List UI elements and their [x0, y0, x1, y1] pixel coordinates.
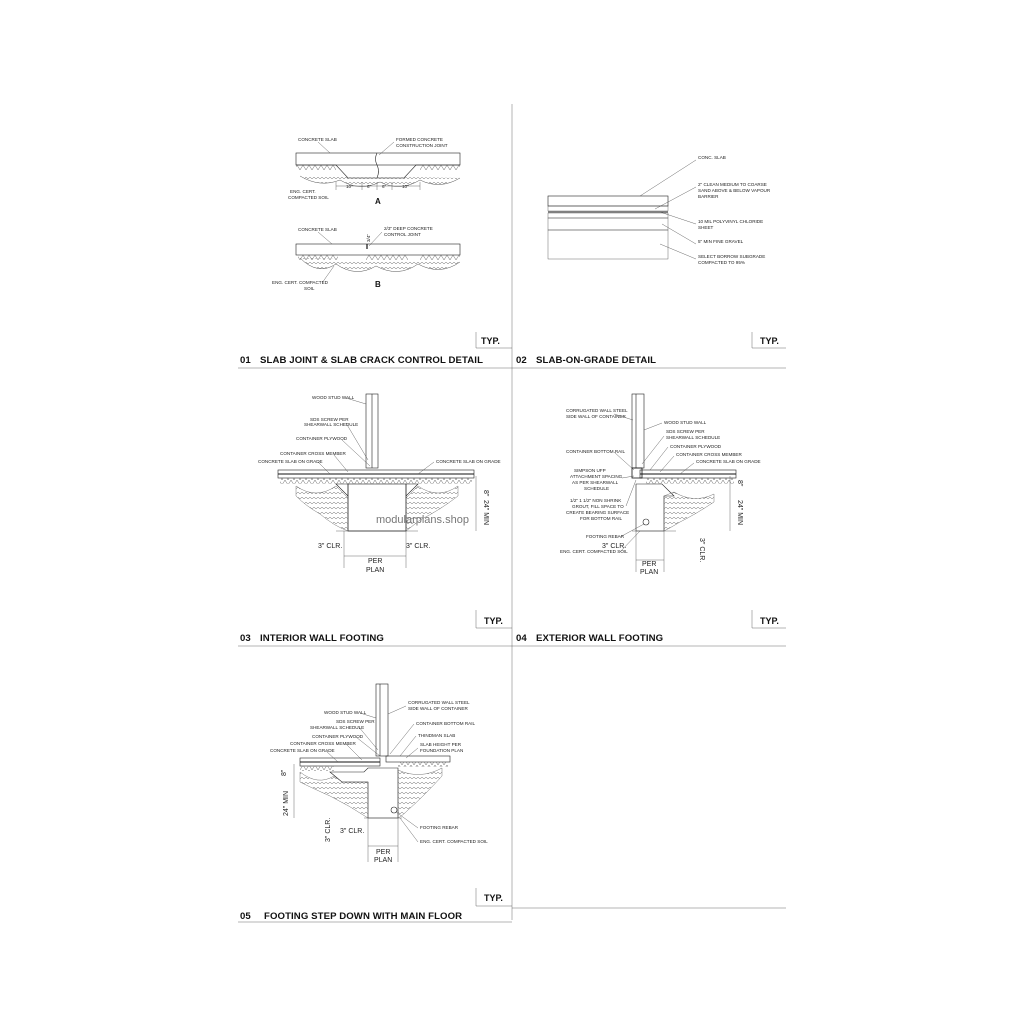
label-02-3: SAND ABOVE & BELOW VAPOUR	[698, 188, 771, 193]
section-a-mark: A	[375, 197, 381, 206]
dim-03-24min: 24" MIN	[482, 500, 489, 526]
label-control-joint-1: 2/3" DEEP CONCRETE	[384, 226, 433, 231]
typ-04: TYP.	[760, 616, 779, 626]
detail-03-interior-wall-footing	[240, 394, 503, 644]
detail-05-number: 05	[240, 911, 251, 922]
dim-05-24min: 24" MIN	[283, 790, 290, 816]
dim-a-3: 6"	[382, 184, 387, 189]
dim-04-8in: 8"	[736, 480, 743, 487]
label-04-5: SHEARWALL SCHEDULE	[666, 435, 721, 440]
fine-gravel	[548, 218, 668, 230]
dim-a-2: 6"	[367, 184, 372, 189]
slab-a	[296, 153, 460, 165]
label-03-6: CONCRETE SLAB ON GRADE	[258, 459, 323, 464]
label-03-2: SDS SCREW PER	[310, 417, 349, 422]
label-compacted-soil-a: COMPACTED SOIL	[288, 195, 329, 200]
construction-joint	[376, 153, 379, 178]
detail-05-footing-step-down	[240, 684, 503, 922]
dim-03-clr-right: 3" CLR.	[406, 543, 431, 550]
label-02-2: 2" CLEAN MEDIUM TO COARSE	[698, 182, 767, 187]
label-04-13: SCHEDULE	[584, 486, 610, 491]
dim-03-clr-left: 3" CLR.	[318, 543, 343, 550]
label-05-8: SIDE WALL OF CONTAINER	[408, 706, 468, 711]
label-05-3: SHEARWALL SCHEDULE	[310, 725, 365, 730]
detail-02-title: SLAB-ON-GRADE DETAIL	[536, 355, 657, 366]
label-concrete-slab-a: CONCRETE SLAB	[298, 137, 337, 142]
label-04-14: 1/2" 1 1/2" NON SHRINK	[570, 498, 622, 503]
label-03-3: SHEARWALL SCHEDULE	[304, 422, 359, 427]
subgrade	[548, 230, 668, 259]
detail-02-slab-on-grade	[516, 155, 779, 366]
label-04-2: SIDE WALL OF CONTAINER	[566, 414, 626, 419]
label-04-6: CONTAINER BOTTOM RAIL	[566, 449, 626, 454]
detail-04-exterior-wall-footing	[516, 394, 779, 644]
dim-a-1: 10"	[346, 184, 353, 189]
label-04-16: CREATE BEARING SURFACE	[566, 510, 630, 515]
label-04-1: CORRUGATED WALL STEEL	[566, 408, 628, 413]
label-concrete-slab-b: CONCRETE SLAB	[298, 227, 337, 232]
dim-b-3-4: 3/4"	[366, 233, 371, 242]
typ-05: TYP.	[484, 893, 503, 903]
label-control-joint-2: CONTROL JOINT	[384, 232, 421, 237]
watermark: modularplans.shop	[376, 514, 469, 526]
dim-04-clr-left: 3" CLR.	[602, 543, 627, 550]
label-02-4: BARRIER	[698, 194, 719, 199]
label-eng-cert-a: ENG. CERT.	[290, 189, 316, 194]
detail-03-title: INTERIOR WALL FOOTING	[260, 633, 384, 644]
label-05-13: FOOTING REBAR	[420, 825, 459, 830]
label-05-4: CONTAINER PLYWOOD	[312, 734, 364, 739]
dim-04-per: PER	[642, 561, 657, 568]
detail-01-number: 01	[240, 355, 251, 366]
label-04-12: AS PER SHEARWALL	[572, 480, 619, 485]
label-02-7: 5" MIN FINE GRAVEL	[698, 239, 744, 244]
section-b-mark: B	[375, 280, 381, 289]
dim-05-per: PER	[376, 849, 391, 856]
label-04-15: GROUT, FILL SPACE TO	[572, 504, 624, 509]
label-03-5: CONTAINER CROSS MEMBER	[280, 451, 346, 456]
label-formed-joint-2: CONSTRUCTION JOINT	[396, 143, 448, 148]
label-03-1: WOOD STUD WALL	[312, 395, 355, 400]
label-04-9: CONCRETE SLAB ON GRADE	[696, 459, 761, 464]
label-05-5: CONTAINER CROSS MEMBER	[290, 741, 356, 746]
detail-01-title: SLAB JOINT & SLAB CRACK CONTROL DETAIL	[260, 355, 484, 366]
detail-02-number: 02	[516, 355, 527, 366]
typ-03: TYP.	[484, 616, 503, 626]
wood-stud-wall	[632, 394, 644, 468]
label-05-14: ENG. CERT. COMPACTED SOIL	[420, 839, 488, 844]
dim-03-plan: PLAN	[366, 567, 385, 574]
typ-01: TYP.	[481, 336, 500, 346]
label-02-6: SHEET	[698, 225, 714, 230]
detail-04-number: 04	[516, 633, 527, 644]
wood-stud-wall	[376, 684, 388, 756]
label-05-12: FOUNDATION PLAN	[420, 748, 464, 753]
label-formed-joint-1: FORMED CONCRETE	[396, 137, 443, 142]
label-04-7: CONTAINER PLYWOOD	[670, 444, 722, 449]
dim-05-clr-left: 3" CLR.	[325, 817, 332, 842]
label-02-1: CONC. SLAB	[698, 155, 726, 160]
label-05-9: CONTAINER BOTTOM RAIL	[416, 721, 476, 726]
typ-02: TYP.	[760, 336, 779, 346]
label-05-7: CORRUGATED WALL STEEL	[408, 700, 470, 705]
detail-01-slab-joint	[240, 137, 500, 366]
label-eng-cert-b-1: ENG. CERT. COMPACTED	[272, 280, 328, 285]
dim-03-8in: 8"	[482, 490, 489, 497]
label-04-4: SDS SCREW PER	[666, 429, 705, 434]
dim-03-per: PER	[368, 558, 383, 565]
dim-04-plan: PLAN	[640, 569, 659, 576]
label-04-11: ATTACHMENT SPACING	[570, 474, 623, 479]
label-04-10: SIMPSON UFP	[574, 468, 606, 473]
label-05-6: CONCRETE SLAB ON GRADE	[270, 748, 335, 753]
label-eng-cert-b-2: SOIL	[304, 286, 315, 291]
label-05-2: SDS SCREW PER	[336, 719, 375, 724]
dim-a-4: 10"	[402, 184, 409, 189]
label-05-11: SLAB HEIGHT PER	[420, 742, 462, 747]
slab-b	[296, 244, 460, 255]
label-04-17: FOR BOTTOM RAIL	[580, 516, 623, 521]
label-02-9: COMPACTED TO 95%	[698, 260, 745, 265]
detail-04-title: EXTERIOR WALL FOOTING	[536, 633, 664, 644]
label-04-18: FOOTING REBAR	[586, 534, 625, 539]
detail-03-number: 03	[240, 633, 251, 644]
dim-05-plan: PLAN	[374, 857, 393, 864]
detail-05-title: FOOTING STEP DOWN WITH MAIN FLOOR	[264, 911, 463, 922]
dim-04-24min: 24" MIN	[736, 500, 743, 526]
conc-slab	[548, 196, 668, 206]
label-02-8: SELECT BORROW SUBGRADE	[698, 254, 766, 259]
label-04-19: ENG. CERT. COMPACTED SOIL	[560, 549, 628, 554]
label-04-3: WOOD STUD WALL	[664, 420, 707, 425]
label-03-4: CONTAINER PLYWOOD	[296, 436, 348, 441]
dim-04-clr-right: 3" CLR.	[698, 538, 705, 563]
dim-05-clr-right: 3" CLR.	[340, 828, 365, 835]
dim-05-8in: 8"	[281, 769, 288, 776]
label-05-10: THINDMAN SLAB	[418, 733, 456, 738]
label-05-1: WOOD STUD WALL	[324, 710, 367, 715]
label-04-8: CONTAINER CROSS MEMBER	[676, 452, 742, 457]
label-02-5: 10 MIL POLYVINYL CHLORIDE	[698, 219, 764, 224]
label-03-7: CONCRETE SLAB ON GRADE	[436, 459, 501, 464]
